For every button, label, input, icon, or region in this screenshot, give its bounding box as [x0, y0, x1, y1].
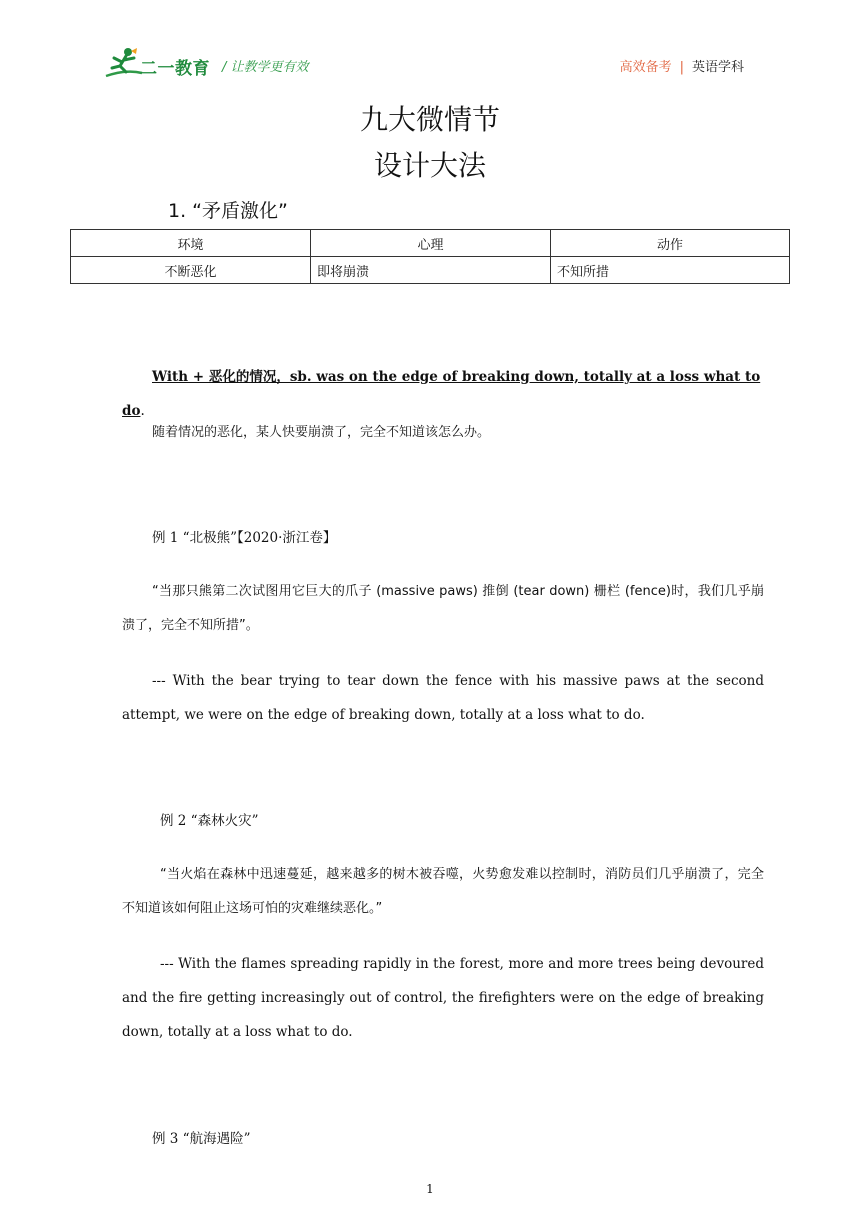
brand-slogan: / 让教学更有效 [222, 60, 309, 75]
table-header-cell: 动作 [551, 230, 790, 257]
formula-translation: 随着情况的恶化，某人快要崩溃了，完全不知道该怎么办。 [152, 425, 491, 440]
table-cell: 即将崩溃 [311, 257, 551, 284]
subject-label: 英语学科 [691, 60, 744, 75]
header-right [620, 56, 744, 75]
page-number: 1 [426, 1182, 434, 1196]
page-title-line1: 九大微情节 [359, 103, 500, 136]
table-header-cell: 环境 [71, 230, 311, 257]
example-zh: “当火焰在森林中迅速蔓延，越来越多的树木被吞噬，火势愈发难以控制时，消防员们几乎崩溃了，完全不知道该如何阻止这场可怕的灾难继续恶化。” [122, 867, 764, 916]
page-header [0, 0, 860, 90]
example-en: --- With the bear trying to tear down the fence with his massive paws at the second attempt, we were on the edge of breaking down, totally at a loss what to do. [122, 673, 764, 723]
example-label: 例 1 “北极熊”【2020·浙江卷】 [152, 530, 337, 546]
section-heading: 1. “矛盾激化” [168, 200, 288, 222]
formula-text: With + 恶化的情况，sb. was on the edge of breaking down, totally at a loss what to do [122, 369, 761, 419]
example-label: 例 3 “航海遇险” [152, 1131, 251, 1147]
conflict-table [70, 229, 790, 284]
table-header-row [71, 230, 790, 257]
example-en: --- With the flames spreading rapidly in the forest, more and more trees being devoured and the fire getting increasingly out of control, the firefighters were on the edge of breaking down, totally at a loss what to do. [122, 956, 764, 1040]
example-zh: “当那只熊第二次试图用它巨大的爪子 (massive paws) 推倒 (tear down) 栅栏 (fence)时，我们几乎崩溃了，完全不知所措”。 [122, 584, 764, 633]
formula-end: . [140, 403, 145, 419]
table-cell: 不断恶化 [71, 257, 311, 284]
brand-name: 二一教育 [140, 59, 210, 79]
table-header-cell: 心理 [311, 230, 551, 257]
page-title-line2: 设计大法 [373, 149, 486, 182]
example-label: 例 2 “森林火灾” [160, 813, 259, 829]
header-divider: | [679, 60, 684, 75]
table-cell: 不知所措 [551, 257, 790, 284]
table-row [71, 257, 790, 284]
exam-label: 高效备考 [619, 60, 672, 75]
